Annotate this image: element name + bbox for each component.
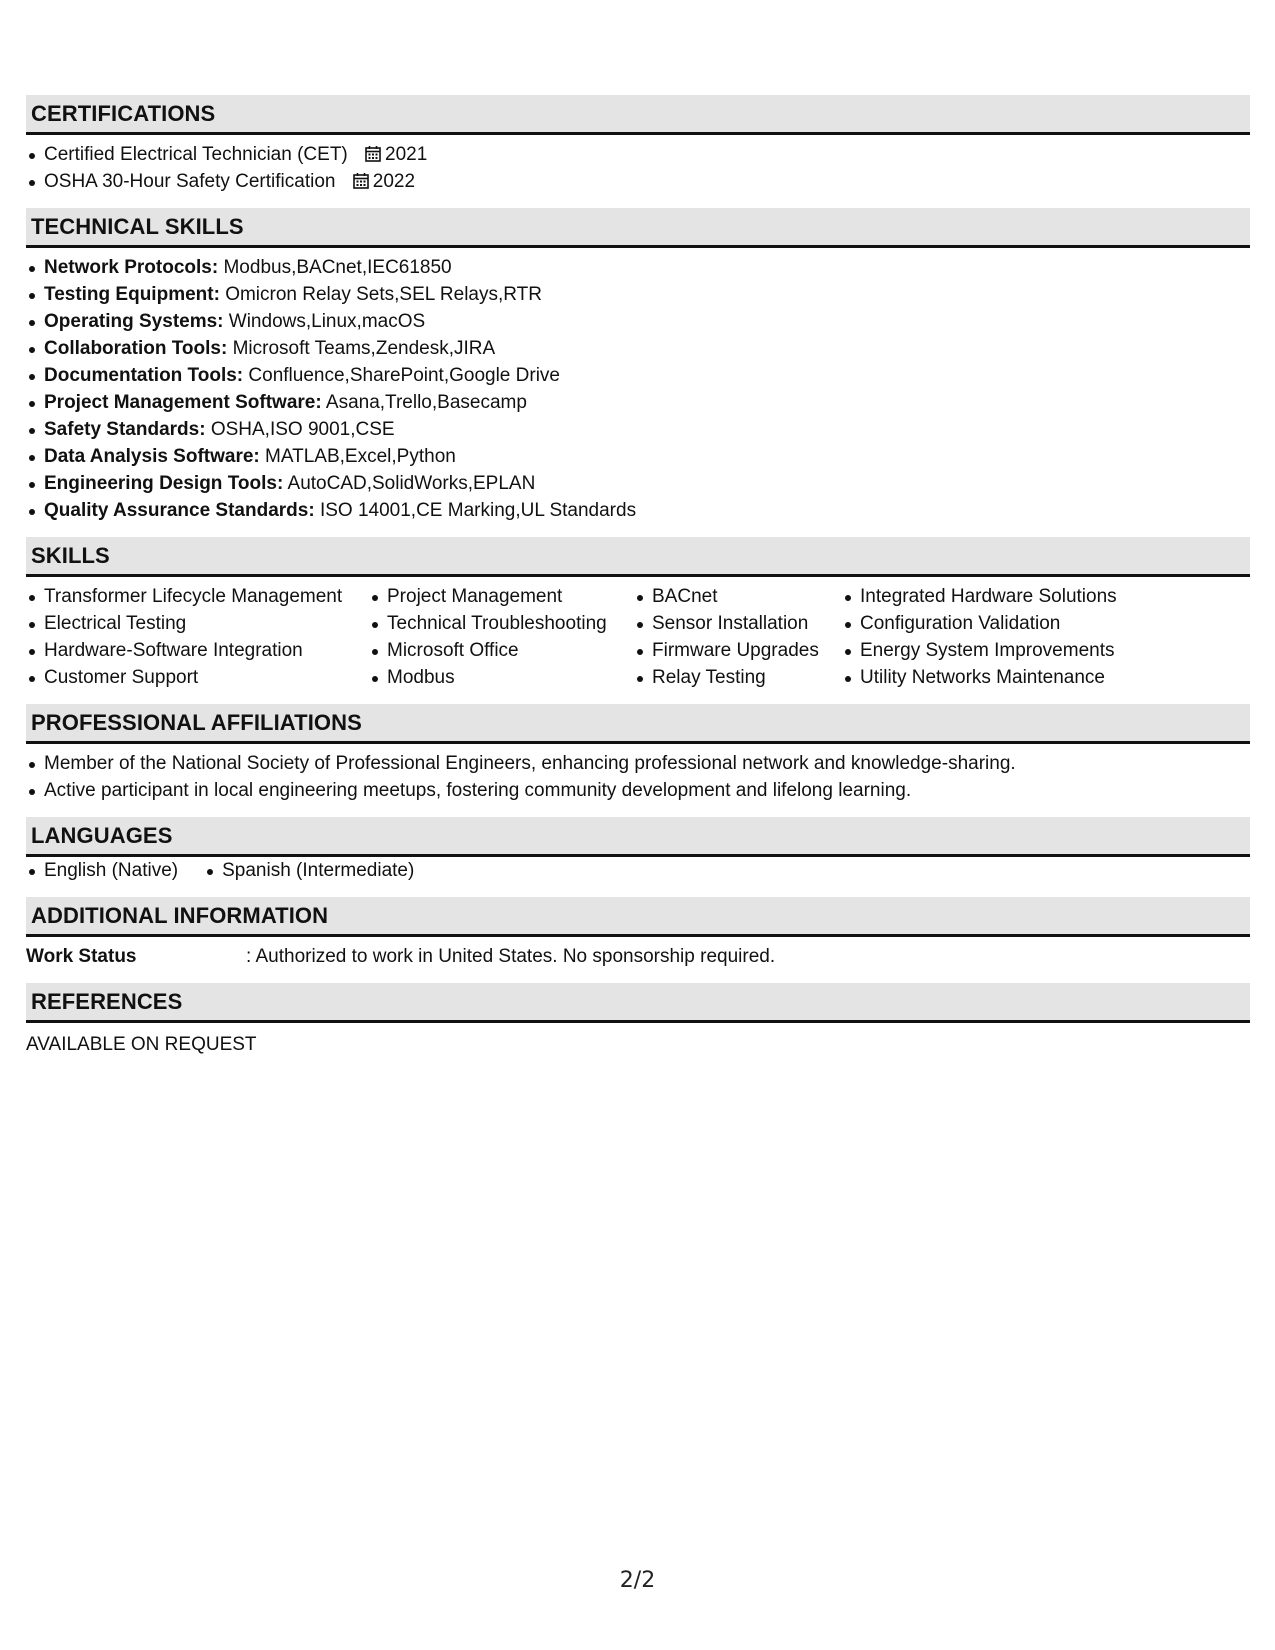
certification-item	[26, 141, 1250, 168]
skills-column	[634, 583, 842, 691]
technical-skill-label: Engineering Design Tools:	[44, 473, 284, 494]
skill-item: Sensor Installation	[634, 610, 842, 637]
resume-page	[26, 95, 1250, 1058]
technical-skill-item	[26, 470, 1250, 497]
technical-skill-item	[26, 335, 1250, 362]
skills-grid	[26, 583, 1250, 691]
skill-item: Firmware Upgrades	[634, 637, 842, 664]
additional-information-heading	[26, 897, 1250, 937]
technical-skill-label: Project Management Software:	[44, 392, 322, 413]
technical-skill-item	[26, 416, 1250, 443]
technical-skill-item	[26, 362, 1250, 389]
technical-skills-list	[26, 254, 1250, 524]
page-number: 2/2	[619, 1568, 656, 1593]
skill-item: Utility Networks Maintenance	[842, 664, 1142, 691]
work-status-label: Work Status	[26, 946, 137, 967]
languages-title: LANGUAGES	[31, 822, 173, 848]
skill-item: Transformer Lifecycle Management	[26, 583, 369, 610]
skill-item: Modbus	[369, 664, 634, 691]
technical-skill-item	[26, 443, 1250, 470]
skill-item: Electrical Testing	[26, 610, 369, 637]
technical-skill-value: Windows,Linux,macOS	[228, 311, 426, 332]
references-text: AVAILABLE ON REQUEST	[26, 1034, 257, 1055]
languages-list	[26, 857, 1250, 884]
certification-year: 2022	[372, 171, 416, 192]
technical-skill-item	[26, 308, 1250, 335]
affiliation-item: Member of the National Society of Professional Engineers, enhancing professional network and knowledge-sharing.	[26, 750, 1250, 777]
technical-skill-label: Network Protocols:	[44, 257, 219, 278]
skill-item: Relay Testing	[634, 664, 842, 691]
technical-skill-value: ISO 14001,CE Marking,UL Standards	[319, 500, 637, 521]
affiliations-heading	[26, 704, 1250, 744]
technical-skill-label: Data Analysis Software:	[44, 446, 260, 467]
certification-name: Certified Electrical Technician (CET)	[44, 144, 348, 165]
technical-skill-label: Testing Equipment:	[44, 284, 220, 305]
technical-skill-value: Omicron Relay Sets,SEL Relays,RTR	[225, 284, 542, 305]
technical-skill-value: MATLAB,Excel,Python	[265, 446, 456, 467]
technical-skill-value: Asana,Trello,Basecamp	[325, 392, 527, 413]
technical-skill-label: Operating Systems:	[44, 311, 224, 332]
skills-heading	[26, 537, 1250, 577]
technical-skill-label: Collaboration Tools:	[44, 338, 228, 359]
calendar-icon	[365, 143, 381, 170]
references-title: REFERENCES	[31, 988, 183, 1014]
technical-skill-value: Confluence,SharePoint,Google Drive	[248, 365, 560, 386]
affiliation-item: Active participant in local engineering meetups, fostering community development and lifelong learning.	[26, 777, 1250, 804]
language-item: Spanish (Intermediate)	[204, 857, 414, 884]
skills-column	[369, 583, 634, 691]
affiliations-list	[26, 750, 1250, 804]
technical-skill-value: AutoCAD,SolidWorks,EPLAN	[287, 473, 536, 494]
affiliations-title: PROFESSIONAL AFFILIATIONS	[31, 709, 362, 735]
technical-skill-item	[26, 254, 1250, 281]
skills-title: SKILLS	[31, 542, 110, 568]
language-item: English (Native)	[26, 857, 178, 884]
skill-item: Energy System Improvements	[842, 637, 1142, 664]
calendar-icon	[353, 170, 369, 197]
certifications-title: CERTIFICATIONS	[31, 100, 216, 126]
certification-name: OSHA 30-Hour Safety Certification	[44, 171, 336, 192]
technical-skill-label: Documentation Tools:	[44, 365, 244, 386]
skill-item: Integrated Hardware Solutions	[842, 583, 1142, 610]
work-status-row	[26, 943, 1250, 970]
certification-item	[26, 168, 1250, 195]
skill-item: Configuration Validation	[842, 610, 1142, 637]
skill-item: Customer Support	[26, 664, 369, 691]
skill-item: Project Management	[369, 583, 634, 610]
references-heading	[26, 983, 1250, 1023]
certifications-list	[26, 141, 1250, 195]
skills-column	[26, 583, 369, 691]
certifications-heading	[26, 95, 1250, 135]
additional-information-title: ADDITIONAL INFORMATION	[31, 902, 329, 928]
technical-skill-item	[26, 281, 1250, 308]
technical-skills-heading	[26, 208, 1250, 248]
technical-skill-item	[26, 497, 1250, 524]
skill-item: Hardware-Software Integration	[26, 637, 369, 664]
skills-column	[842, 583, 1142, 691]
technical-skill-item	[26, 389, 1250, 416]
skill-item: BACnet	[634, 583, 842, 610]
technical-skill-value: Modbus,BACnet,IEC61850	[223, 257, 452, 278]
technical-skill-label: Safety Standards:	[44, 419, 206, 440]
technical-skills-title: TECHNICAL SKILLS	[31, 213, 244, 239]
languages-heading	[26, 817, 1250, 857]
skill-item: Microsoft Office	[369, 637, 634, 664]
work-status-value: : Authorized to work in United States. No sponsorship required.	[246, 946, 776, 967]
skill-item: Technical Troubleshooting	[369, 610, 634, 637]
technical-skill-value: Microsoft Teams,Zendesk,JIRA	[232, 338, 496, 359]
certification-year: 2021	[385, 144, 428, 165]
technical-skill-label: Quality Assurance Standards:	[44, 500, 315, 521]
technical-skill-value: OSHA,ISO 9001,CSE	[210, 419, 395, 440]
